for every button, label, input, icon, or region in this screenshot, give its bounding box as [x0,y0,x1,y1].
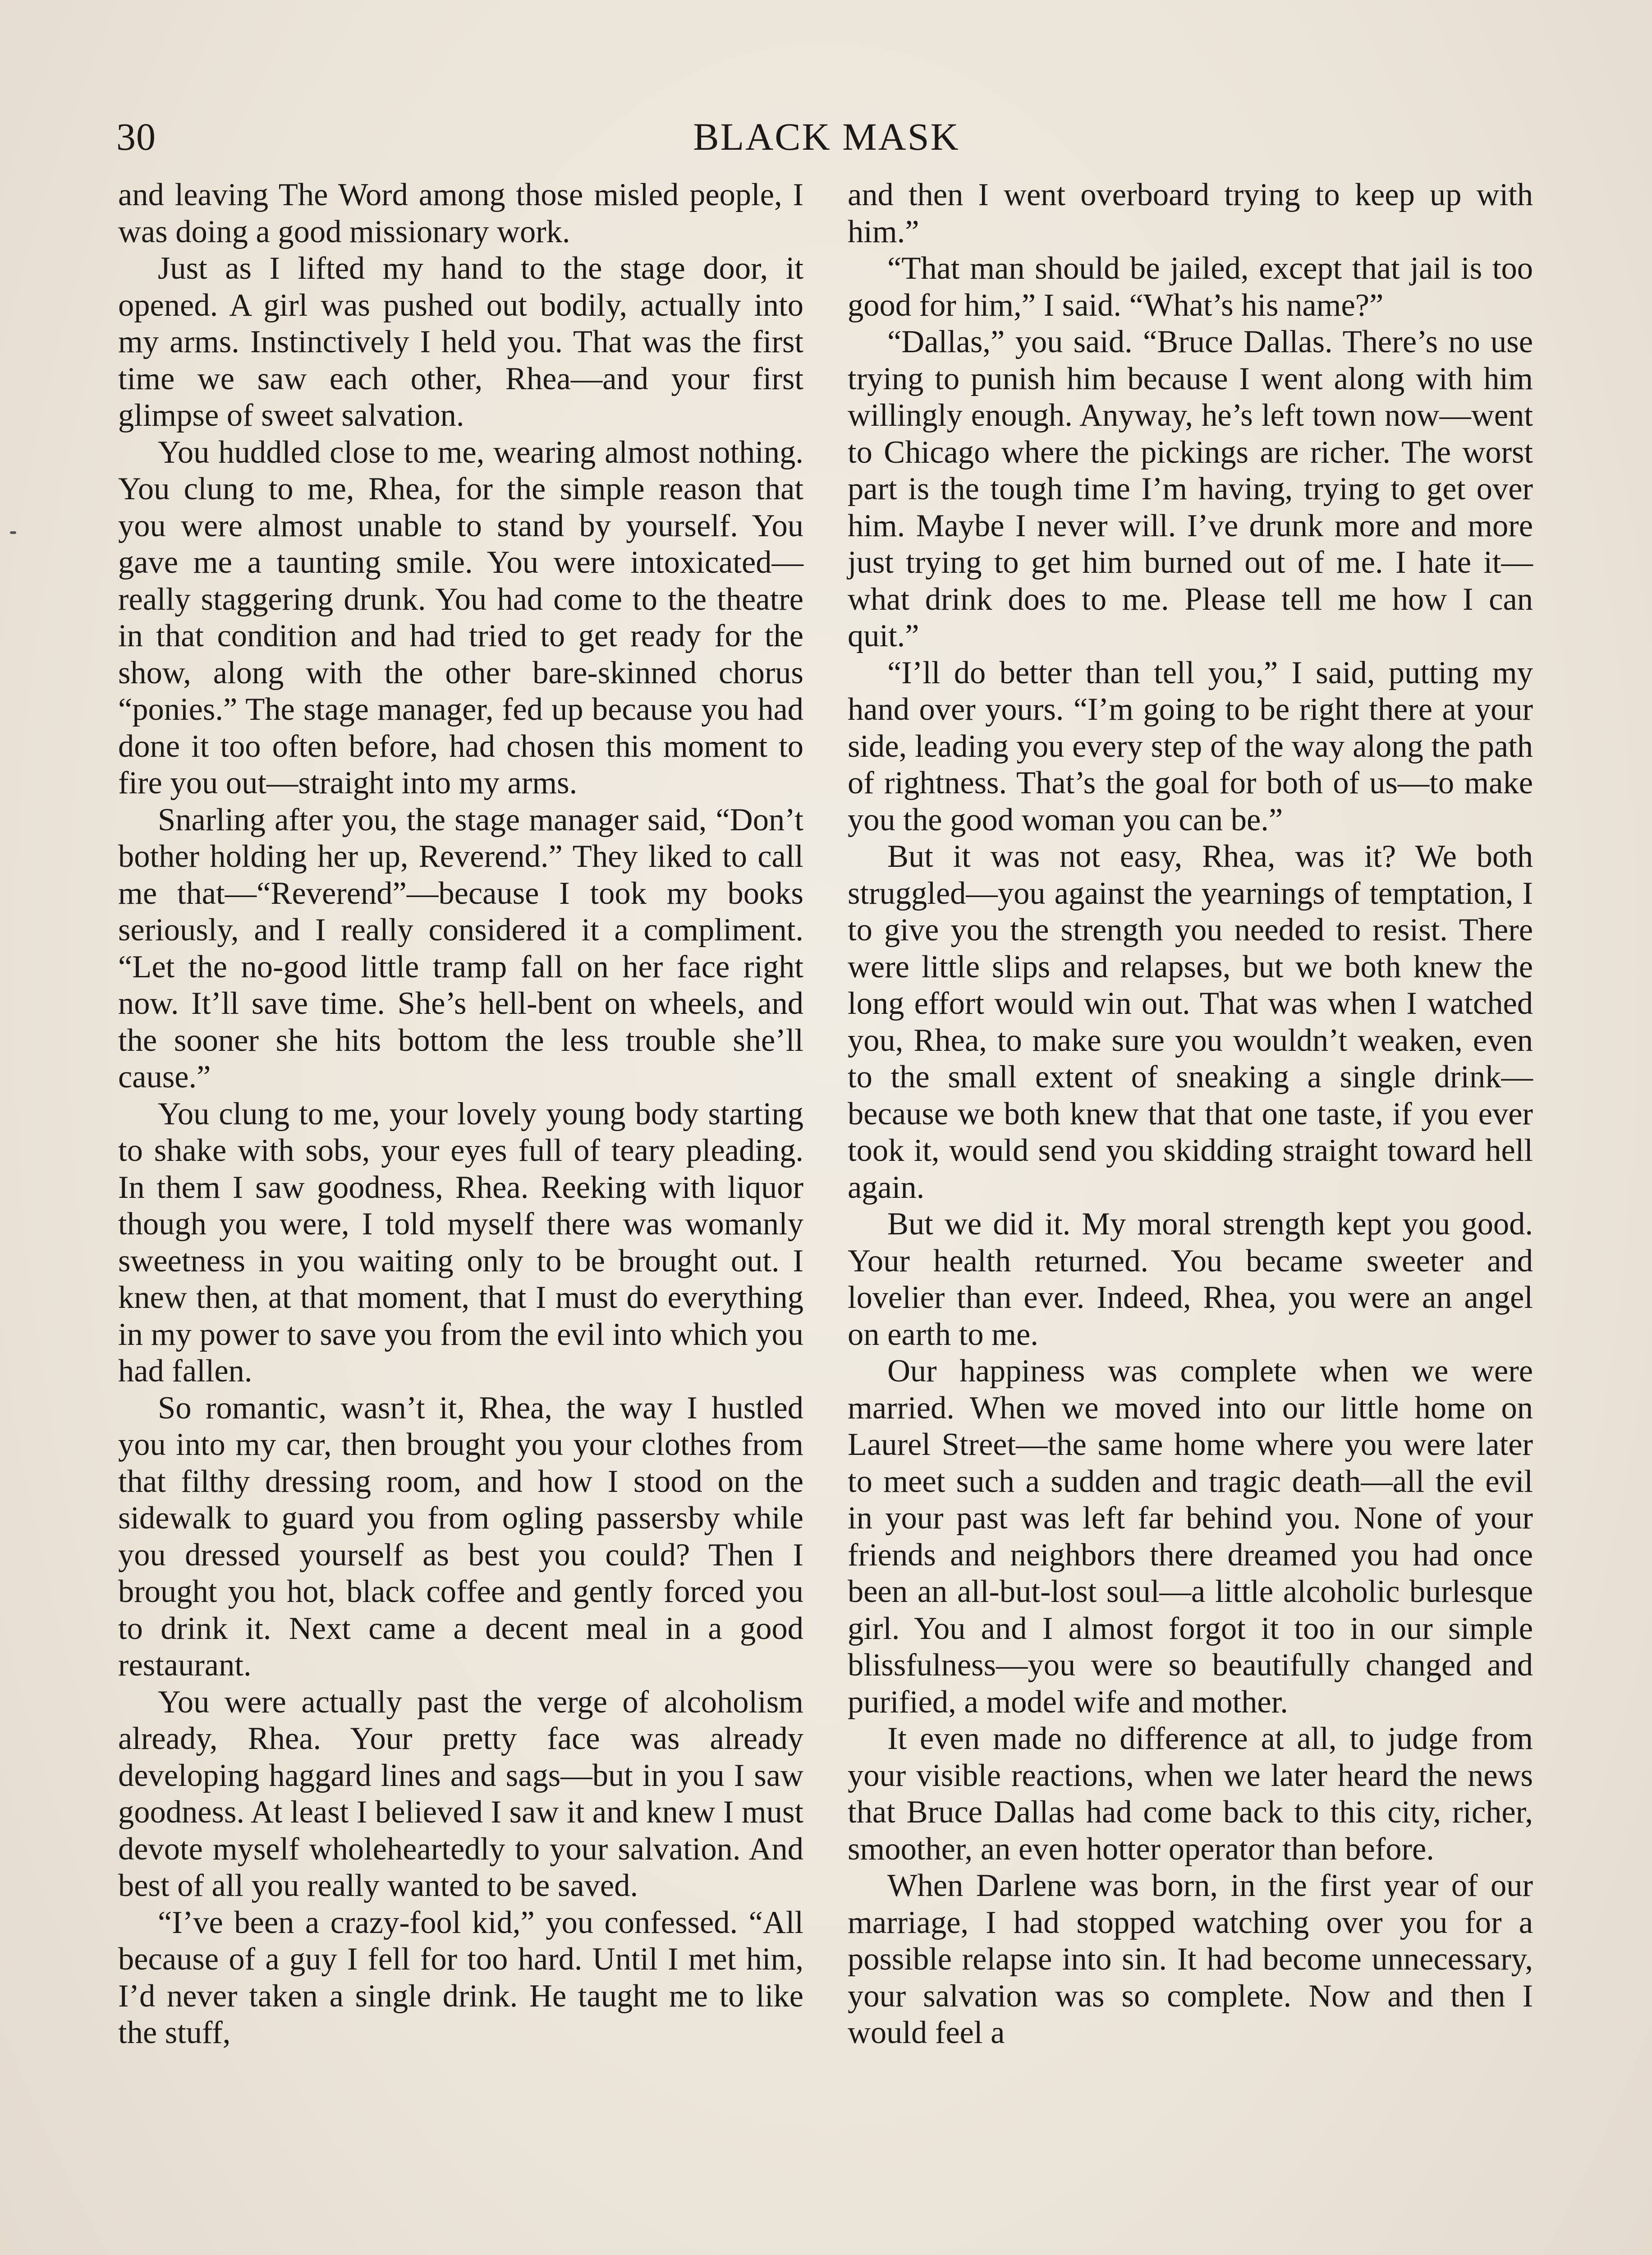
paragraph: “That man should be jailed, except that jail is too good for him,” I said. “What’s his name?” [848,251,1533,323]
left-text-column [118,177,803,2052]
paragraph: “Dallas,” you said. “Bruce Dallas. There’s no use trying to punish him because I went along with him willingly enough. Anyway, he’s left town now—went to Chicago where the pickings are richer. The worst part is the tough time I’m having, trying to get over him. Maybe I never will. I’ve drunk more and more just trying to get him burned out of me. I hate it—what drink does to me. Please tell me how I can quit.” [848,324,1533,653]
paragraph: But it was not easy, Rhea, was it? We both struggled—you against the yearnings of temptation, I to give you the strength you needed to resist. There were little slips and relapses, but we both knew the long effort would win out. That was when I watched you, Rhea, to make sure you wouldn’t weaken, even to the small extent of sneaking a single drink—because we both knew that that one taste, if you ever took it, would send you skidding straight toward hell again. [848,839,1533,1205]
paragraph: You huddled close to me, wearing almost nothing. You clung to me, Rhea, for the simple reason that you were almost unable to stand by yourself. You gave me a taunting smile. You were intoxicated—really staggering drunk. You had come to the theatre in that condition and had tried to get ready for the show, along with the other bare-skinned chorus “ponies.” The stage manager, fed up because you had done it too often before, had chosen this moment to fire you out—straight into my arms. [118,434,803,801]
paragraph: and leaving The Word among those misled people, I was doing a good missionary work. [118,177,803,249]
paragraph: When Darlene was born, in the first year of our marriage, I had stopped watching over you for a possible relapse into sin. It had become unnecessary, your salvation was so complete. Now and then I would feel a [848,1868,1533,2050]
paragraph: But we did it. My moral strength kept you good. Your health returned. You became sweeter and lovelier than ever. Indeed, Rhea, you were an angel on earth to me. [848,1206,1533,1352]
paragraph: You were actually past the verge of alcoholism already, Rhea. Your pretty face was already developing haggard lines and sags—but in you I saw goodness. At least I believed I saw it and knew I must devote myself wholeheartedly to your salvation. And best of all you really wanted to be saved. [118,1684,803,1903]
paragraph: You clung to me, your lovely young body starting to shake with sobs, your eyes full of teary pleading. In them I saw goodness, Rhea. Reeking with liquor though you were, I told myself there was womanly sweetness in you waiting only to be brought out. I knew then, at that moment, that I must do everything in my power to save you from the evil into which you had fallen. [118,1096,803,1389]
paragraph: Snarling after you, the stage manager said, “Don’t bother holding her up, Reverend.” They liked to call me that—“Reverend”—because I took my books seriously, and I really considered it a compliment. “Let the no-good little tramp fall on her face right now. It’ll save time. She’s hell-bent on wheels, and the sooner she hits bottom the less trouble she’ll cause.” [118,802,803,1095]
page-number: 30 [116,115,156,158]
paper-speck [10,531,16,534]
paragraph: Just as I lifted my hand to the stage door, it opened. A girl was pushed out bodily, actually into my arms. Instinctively I held you. That was the first time we saw each other, Rhea—and your first glimpse of sweet salvation. [118,251,803,433]
page-header [116,112,1537,161]
paragraph: So romantic, wasn’t it, Rhea, the way I hustled you into my car, then brought you your clothes from that filthy dressing room, and how I stood on the sidewalk to guard you from ogling passersby while you dressed yourself as best you could? Then I brought you hot, black coffee and gently forced you to drink it. Next came a decent meal in a good restaurant. [118,1390,803,1683]
right-text-column [848,177,1533,2052]
paragraph: It even made no difference at all, to judge from your visible reactions, when we later heard the news that Bruce Dallas had come back to this city, richer, smoother, an even hotter operator than before. [848,1721,1533,1867]
magazine-title: BLACK MASK [693,115,960,158]
paragraph: Our happiness was complete when we were married. When we moved into our little home on Laurel Street—the same home where you were later to meet such a sudden and tragic death—all the evil in your past was left far behind you. None of your friends and neighbors there dreamed you had once been an all-but-lost soul—a little alcoholic burlesque girl. You and I almost forgot it too in our simple blissfulness—you were so beautifully changed and purified, a model wife and mother. [848,1353,1533,1720]
paragraph: “I’ll do better than tell you,” I said, putting my hand over yours. “I’m going to be right there at your side, leading you every step of the way along the path of rightness. That’s the goal for both of us—to make you the good woman you can be.” [848,655,1533,838]
paragraph: and then I went overboard trying to keep up with him.” [848,177,1533,249]
paragraph: “I’ve been a crazy-fool kid,” you confessed. “All because of a guy I fell for too hard. Until I met him, I’d never taken a single drink. He taught me to like the stuff, [118,1905,803,2050]
